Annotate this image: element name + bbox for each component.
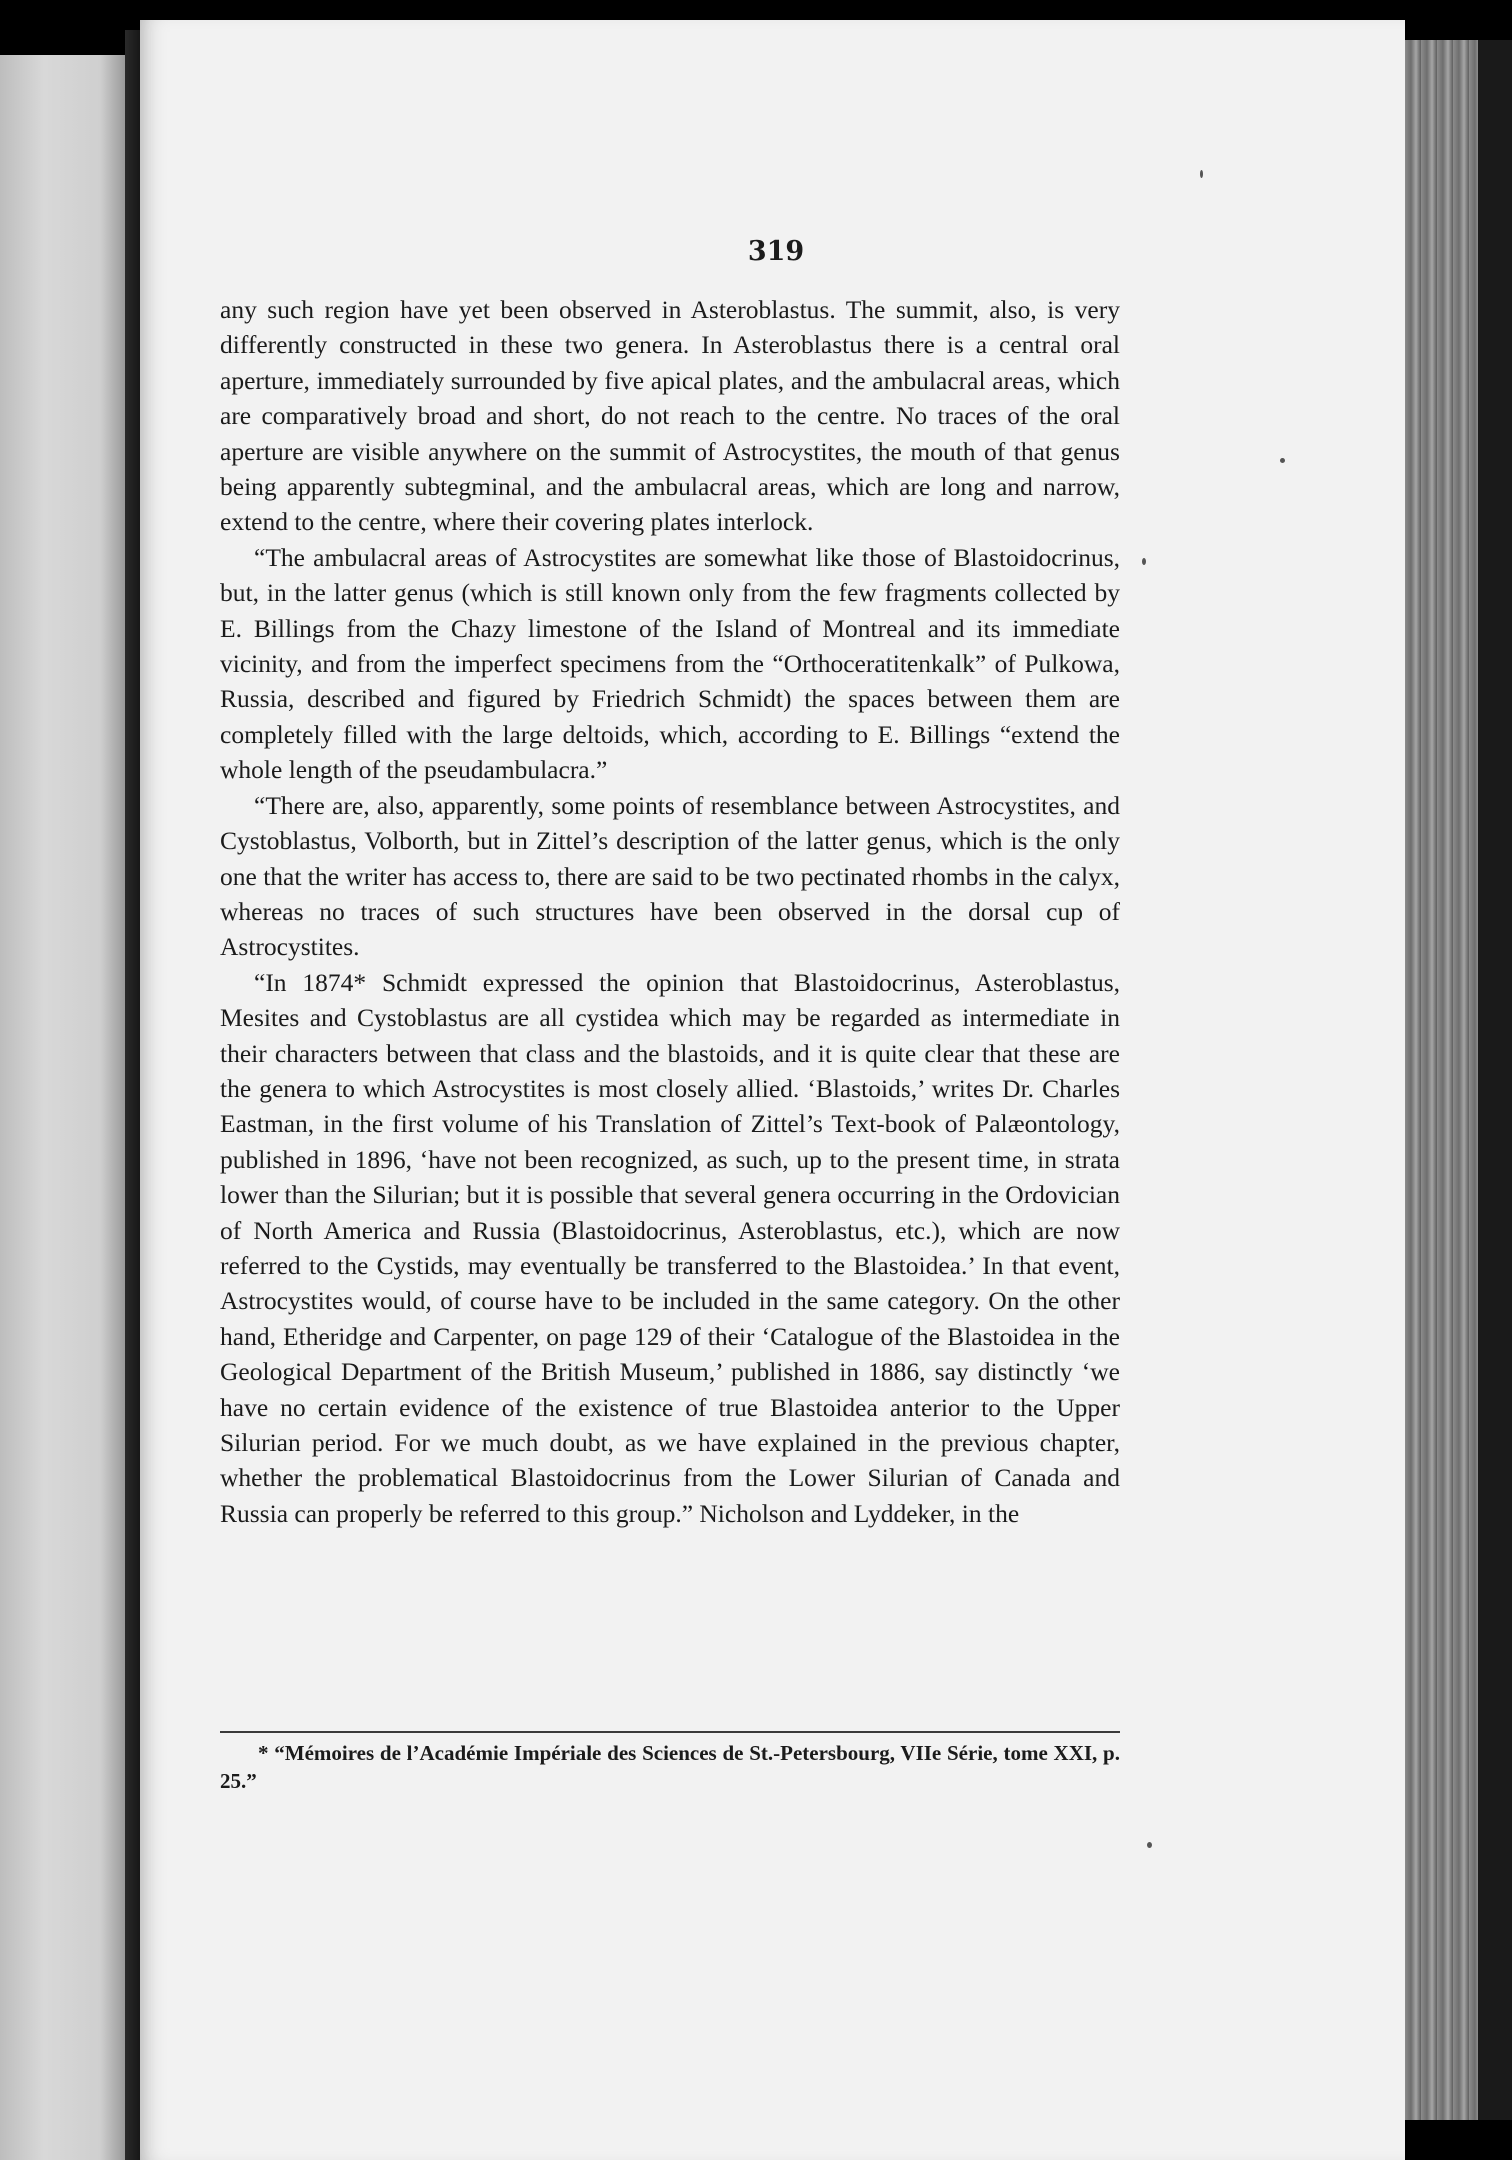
- paper-speck: [1280, 458, 1285, 463]
- footnote-divider: [220, 1731, 1120, 1733]
- page-stack-shadow: [1478, 40, 1512, 2120]
- footnote: * “Mémoires de l’Académie Impériale des Sciences de St.-Petersbourg, VIIe Série, tome XXI, p. 25.”: [220, 1741, 1120, 1793]
- paper-speck: [1200, 170, 1203, 178]
- page-number: 319: [747, 236, 805, 267]
- paragraph-1: any such region have yet been observed in Asteroblastus. The summit, also, is very differently constructed in these two genera. In Asteroblastus there is a central oral aperture, immediately surrounded by five apical plates, and the ambulacral areas, which are comparatively broad and short, do not reach to the centre. No traces of the oral aperture are visible anywhere on the summit of Astrocystites, the mouth of that genus being apparently subtegminal, and the ambulacral areas, which are long and narrow, extend to the centre, where their covering plates interlock.: [220, 295, 1120, 537]
- paper-speck: [1147, 1842, 1152, 1848]
- paragraph-3: “There are, also, apparently, some points of resemblance between Astrocystites, and Cystoblastus, Volborth, but in Zittel’s description of the latter genus, which is the only one that the writer has access to, there are said to be two pectinated rhombs in the calyx, whereas no traces of such structures have been observed in the dorsal cup of Astrocystites.: [220, 790, 1120, 962]
- paper-speck: [1142, 558, 1146, 565]
- paragraph-4: “In 1874* Schmidt expressed the opinion that Blastoidocrinus, Asteroblastus, Mesites and Cystoblastus are all cystidea which may be regarded as intermediate in their characters between that class and the blastoids, and it is quite clear that these are the genera to which Astrocystites is most closely allied. ‘Blastoids,’ writes Dr. Charles Eastman, in the first volume of his Translation of Zittel’s Text-book of Palæontology, published in 1896, ‘have not been recognized, as such, up to the present time, in strata lower than the Silurian; but it is possible that several genera occurring in the Ordovician of North America and Russia (Blastoidocrinus, Asteroblastus, etc.), which are now referred to the Cystids, may eventually be transferred to the Blastoidea.’ In that event, Astrocystites would, of course have to be included in the same category. On the other hand, Etheridge and Carpenter, on page 129 of their ‘Catalogue of the Blastoidea in the Geological Department of the British Museum,’ published in 1886, say distinctly ‘we have no certain evidence of the existence of true Blastoidea anterior to the Upper Silurian period. For we much doubt, as we have explained in the previous chapter, whether the problematical Blastoidocrinus from the Lower Silurian of Canada and Russia can properly be referred to this group.” Nicholson and Lyddeker, in the: [220, 967, 1120, 1528]
- body-text: [220, 292, 1120, 1531]
- paragraph-2: “The ambulacral areas of Astrocystites are somewhat like those of Blastoidocrinus, but, in the latter genus (which is still known only from the few fragments collected by E. Billings from the Chazy limestone of the Island of Montreal and its immediate vicinity, and from the imperfect specimens from the “Orthoceratitenkalk” of Pulkowa, Russia, described and figured by Friedrich Schmidt) the spaces between them are completely filled with the large deltoids, which, according to E. Billings “extend the whole length of the pseudambulacra.”: [220, 542, 1120, 785]
- facing-page-edge: [0, 55, 125, 2160]
